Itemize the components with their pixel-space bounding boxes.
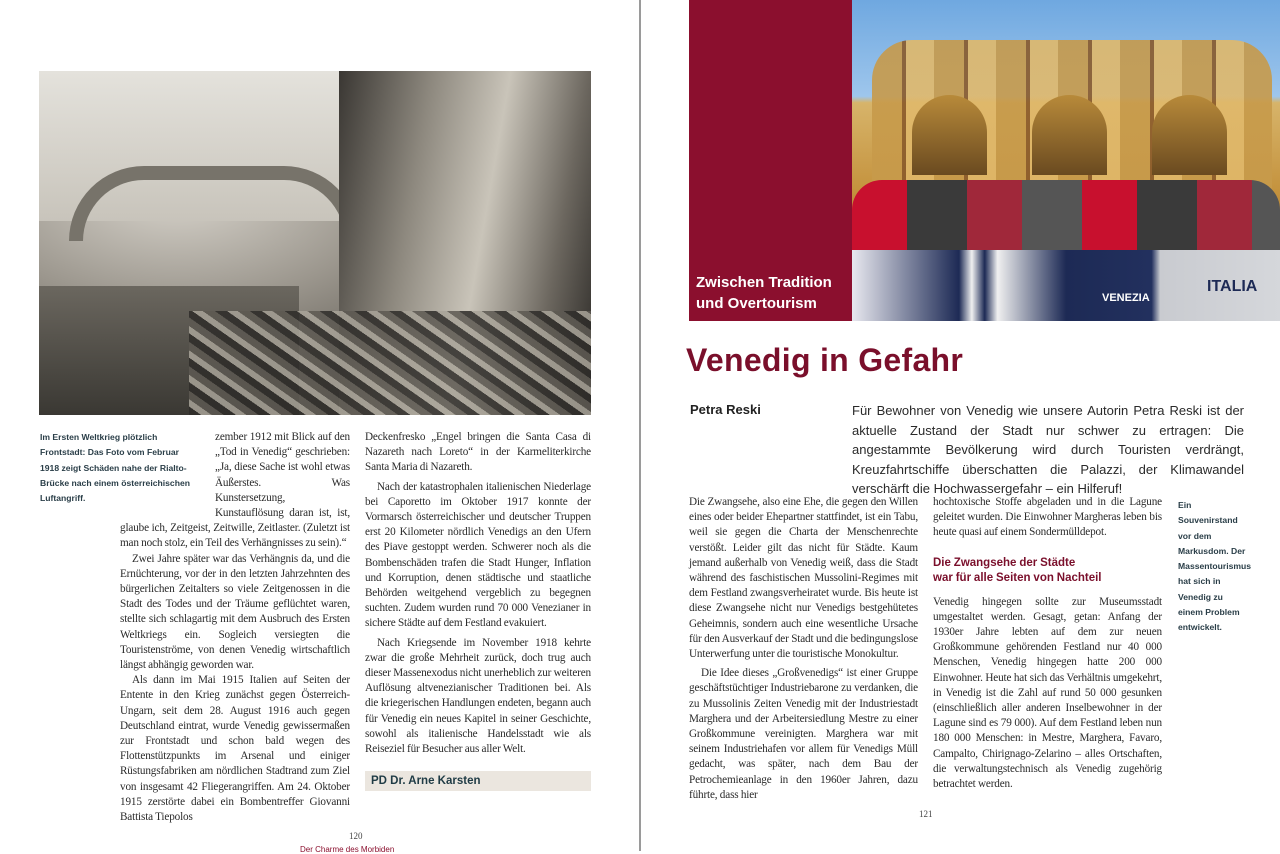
paragraph: Die Idee dieses „Großvenedigs“ ist einer Gruppe geschäftstüchtiger Industriebarone zu verdanken, die zu Mussolinis Zeiten Venedig mit der Industriestadt Marghera und der Arbeitersiedlung Mestre zu einer Großkommune vereinigten. Marghera war mit seinem Industriehafen vor allem für Venedigs Müll gedacht, was später, nach dem Bau der Petrochemieanlage in den 1960er Jahren, dazu führte, dass hier bbox=[689, 667, 918, 801]
souvenir-stand-photo bbox=[852, 0, 1280, 321]
photo-shirt-label: ITALIA bbox=[1207, 278, 1258, 295]
section-kicker: Zwischen Tradition und Overtourism bbox=[696, 274, 832, 312]
paragraph: Venedig hingegen sollte zur Museumsstadt umgestaltet werden. Gesagt, getan: Anfang der 1930er Jahre lebten auf dem zur neuen Großkommune gehörenden Festland nur 40 000 Menschen, Venedig hingegen hatte 200 000 Einwohner. Heute hat sich das Verhältnis umgekehrt, in Venedig ist die Zahl auf rund 50 000 gesunken (einschließlich aller anderen Inselbewohner in der Lagune sind es 79 000). Auf dem Festland leben nun 180 000 Menschen: in Mestre, Marghera, Favaro, Campalto, Chirignago-Zelarino – alles Ortschaften, die verwaltungstechnisch als Venedig zugehörig betrachtet werden. bbox=[933, 595, 1162, 791]
left-column-1 bbox=[120, 430, 350, 825]
page-number-left: 120 bbox=[349, 831, 363, 842]
page-gutter-divider bbox=[639, 0, 641, 851]
photo-hats bbox=[852, 180, 1280, 260]
page-number-right: 121 bbox=[919, 809, 933, 820]
left-photo-caption: Im Ersten Weltkrieg plötzlich Frontstadt: Das Foto vom Februar 1918 zeigt Schäden nahe der Rialto-Brücke nach einem österreichischen Luftangriff. bbox=[40, 432, 190, 504]
photo-arch bbox=[1152, 95, 1227, 175]
paragraph: hochtoxische Stoffe abgeladen und in die Lagune geleitet wurden. Die Einwohner Margheras leben bis heute quasi auf einem Sondermülldepot. bbox=[933, 496, 1162, 539]
photo-arch bbox=[1032, 95, 1107, 175]
running-footer: Der Charme des Morbiden bbox=[300, 845, 395, 854]
paragraph: zember 1912 mit Blick auf den „Tod in Venedig“ geschrieben: „Ja, diese Sache ist wohl etwas Äußerstes. Was Kunstersetzung, Kunstauflösung daran ist, ist, glaube ich, Zeitgeist, Zeitwille, Zeitlaster. (Zuletzt ist man noch stolz, ein Teil des Verhängnisses zu sein).“ bbox=[120, 431, 350, 550]
author-byline: PD Dr. Arne Karsten bbox=[365, 771, 591, 791]
photo-rialto-bridge bbox=[69, 166, 359, 241]
right-photo-caption: Ein Souvenirstand vor dem Markusdom. Der Massentourismus hat sich in Venedig zu einem Problem entwickelt. bbox=[1178, 500, 1252, 633]
right-column-2 bbox=[933, 495, 1162, 792]
paragraph: Zwei Jahre später war das Verhängnis da, und die Ernüchterung, vor der in den letzten Jahrzehnten des bürgerlichen Zeitalters so viele Zeitgenossen in die Stadt des Todes und der Träume geflüchtet waren, stellte sich schlagartig mit dem Ausbruch des Ersten Weltkriegs ein. Sogleich versiegten die Touristenströme, von denen Venedig wirtschaftlich längst abhängig geworden war. bbox=[120, 552, 350, 672]
rialto-bridge-war-photo bbox=[39, 71, 591, 415]
article-title: Venedig in Gefahr bbox=[686, 342, 964, 378]
paragraph: Nach der katastrophalen italienischen Niederlage bei Caporetto im Oktober 1917 konnte der Vormarsch österreichischer und deutscher Truppen erst 20 Kilometer nördlich Venedigs an den Ufern des Piave gestoppt werden. Schwerer noch als die Bombenschäden trafen die Stadt Hunger, Inflation und Korruption, denen städtische und staatliche Behörden weitgehend vergeblich zu begegnen suchten. Zudem wurden rund 70 000 Venezianer in sichere Städte auf dem Festland evakuiert. bbox=[365, 480, 591, 630]
subheading-line: Die Zwangsehe der Städte bbox=[933, 556, 1076, 569]
paragraph: Nach Kriegsende im November 1918 kehrte zwar die große Mehrheit zurück, doch trug auch dieser Massenexodus nicht unerheblich zur weiteren Auflösung altvenezianischer Traditionen bei. Als die kriegerischen Handlungen endeten, begann auch für Venedig ein neues Kapitel in seiner Geschichte, sowohl als italienische Handelsstadt wie als Reiseziel für Besucher aus aller Welt. bbox=[365, 636, 591, 756]
paragraph: Als dann im Mai 1915 Italien auf Seiten der Entente in den Krieg zunächst gegen Österreich-Ungarn, seit dem 28. August 1916 auch gegen Deutschland eintrat, wurde Venedig gewissermaßen zur Frontstadt und schon bald wegen des Flottenstützpunkts im Arsenal und einiger Rüstungsfabriken am nördlichen Stadtrand zum Ziel von insgesamt 42 Fliegerangriffen. Am 24. Oktober 1915 zerstörte dabei ein Bombentreffer Giovanni Battista Tiepolos bbox=[120, 674, 350, 824]
article-author: Petra Reski bbox=[690, 402, 761, 417]
paragraph: Deckenfresko „Engel bringen die Santa Casa di Nazareth nach Loreto“ in der Karmeliterkirche Santa Maria di Nazareth. bbox=[365, 431, 591, 474]
subheading-line: war für alle Seiten von Nachteil bbox=[933, 571, 1102, 584]
photo-shirt-label: VENEZIA bbox=[1102, 292, 1150, 304]
article-intro: Für Bewohner von Venedig wie unsere Autorin Petra Reski ist der aktuelle Zustand der Stadt nur schwer zu ertragen: Die angestammte Bevölkerung wird durch Touristen verdrängt, Kreuzfahrtschiffe überschatten die Palazzi, der Klimawandel verschärft die Hochwassergefahr – ein Hilferuf! bbox=[852, 403, 1244, 496]
photo-debris bbox=[189, 311, 591, 415]
paragraph: Die Zwangsehe, also eine Ehe, die gegen den Willen eines oder beider Ehepartner stattfindet, ist ein Tabu, weil sie gegen die Charta der Menschenrechte verstößt. Leider gilt das nicht für Städte. Kaum jemand außerhalb von Venedig weiß, dass die Stadt während des faschistischen Mussolini-Regimes mit dem Festland zwangsverheiratet wurde. Bis heute ist diese Zwangsehe nicht nur Venedigs bestgehütetes Geheimnis, sondern auch eine wesentliche Ursache für den Ausverkauf der Stadt und die bedingungslose Unterwerfung unter die touristische Monokultur. bbox=[689, 496, 918, 661]
subheading bbox=[933, 556, 1162, 586]
left-column-2 bbox=[365, 430, 591, 791]
right-column-1 bbox=[689, 495, 918, 803]
photo-arch bbox=[912, 95, 987, 175]
